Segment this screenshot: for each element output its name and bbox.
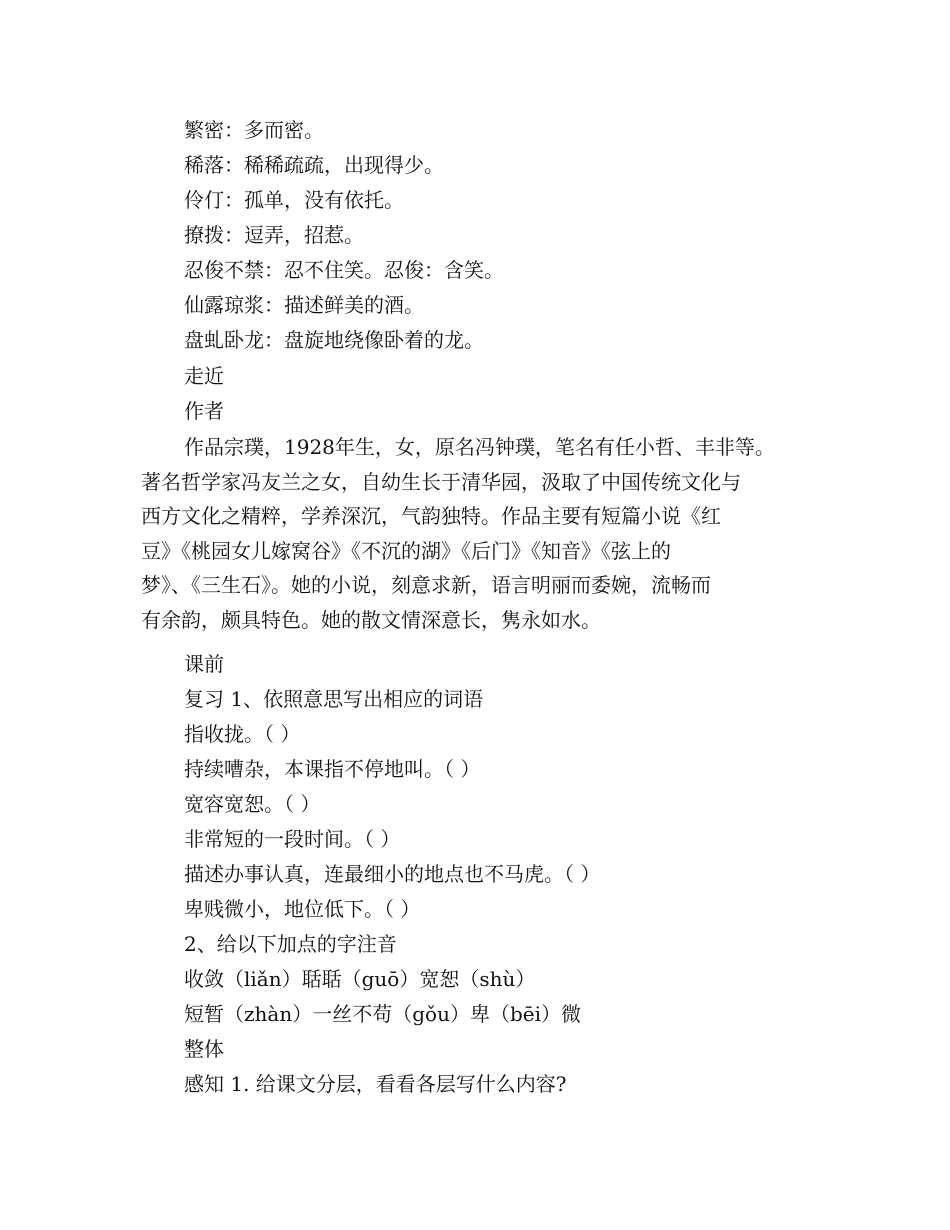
author-paragraph-line: 有余韵，颇具特色。她的散文情深意长，隽永如水。 <box>141 607 601 632</box>
vocab-item-xiluo: 稀落：稀稀疏疏，出现得少。 <box>184 153 444 177</box>
author-heading-line1: 走近 <box>184 364 224 388</box>
review-task1-item: 持续嘈杂，本课指不停地叫。（ ） <box>184 757 481 781</box>
review-task1-item: 指收拢。（ ） <box>184 722 301 746</box>
vocab-item-xianluqiongjiang: 仙露琼浆：描述鲜美的酒。 <box>184 293 424 317</box>
review-task2-line: 短暂（zhàn）一丝不苟（gǒu）卑（bēi）微 <box>184 1002 581 1026</box>
author-paragraph-line: 西方文化之精粹，学养深沉，气韵独特。作品主要有短篇小说《红 <box>141 504 721 529</box>
review-task1-item: 卑贱微小，地位低下。（ ） <box>184 897 421 921</box>
author-heading-line2: 作者 <box>184 399 224 423</box>
author-paragraph-line: 著名哲学家冯友兰之女，自幼生长于清华园，汲取了中国传统文化与 <box>141 469 741 494</box>
author-paragraph-line: 作品宗璞，1928年生，女，原名冯钟璞，笔名有任小哲、丰非等。 <box>184 435 775 459</box>
review-task1-title: 复习 1、依照意思写出相应的词语 <box>184 687 484 711</box>
vocab-item-lingding: 伶仃：孤单，没有依托。 <box>184 188 404 212</box>
review-task1-item: 宽容宽恕。（ ） <box>184 792 321 816</box>
overview-heading: 整体 <box>184 1037 224 1061</box>
vocab-item-renjunbujin: 忍俊不禁：忍不住笑。忍俊：含笑。 <box>184 258 504 282</box>
review-task1-item: 非常短的一段时间。（ ） <box>184 827 401 851</box>
author-paragraph-line: 豆》《桃园女儿嫁窝谷》《不沉的湖》《后门》《知音》《弦上的 <box>141 538 671 563</box>
vocab-item-liaobo: 撩拨：逗弄，招惹。 <box>184 223 364 247</box>
review-task1-item: 描述办事认真，连最细小的地点也不马虎。（ ） <box>184 862 601 886</box>
author-paragraph-line: 梦》、《三生石》。她的小说，刻意求新，语言明丽而委婉，流畅而 <box>141 573 711 598</box>
overview-task1: 感知 1. 给课文分层，看看各层写什么内容? <box>184 1072 567 1096</box>
review-heading: 课前 <box>184 652 224 676</box>
review-task2-title: 2、给以下加点的字注音 <box>184 932 397 956</box>
vocab-item-fanmi: 繁密：多而密。 <box>184 118 324 142</box>
author-paragraph <box>141 430 831 638</box>
vocab-item-panqiuwolong: 盘虬卧龙：盘旋地绕像卧着的龙。 <box>184 328 484 352</box>
review-task2-line: 收敛（liǎn）聒聒（guō）宽恕（shù） <box>184 967 536 991</box>
